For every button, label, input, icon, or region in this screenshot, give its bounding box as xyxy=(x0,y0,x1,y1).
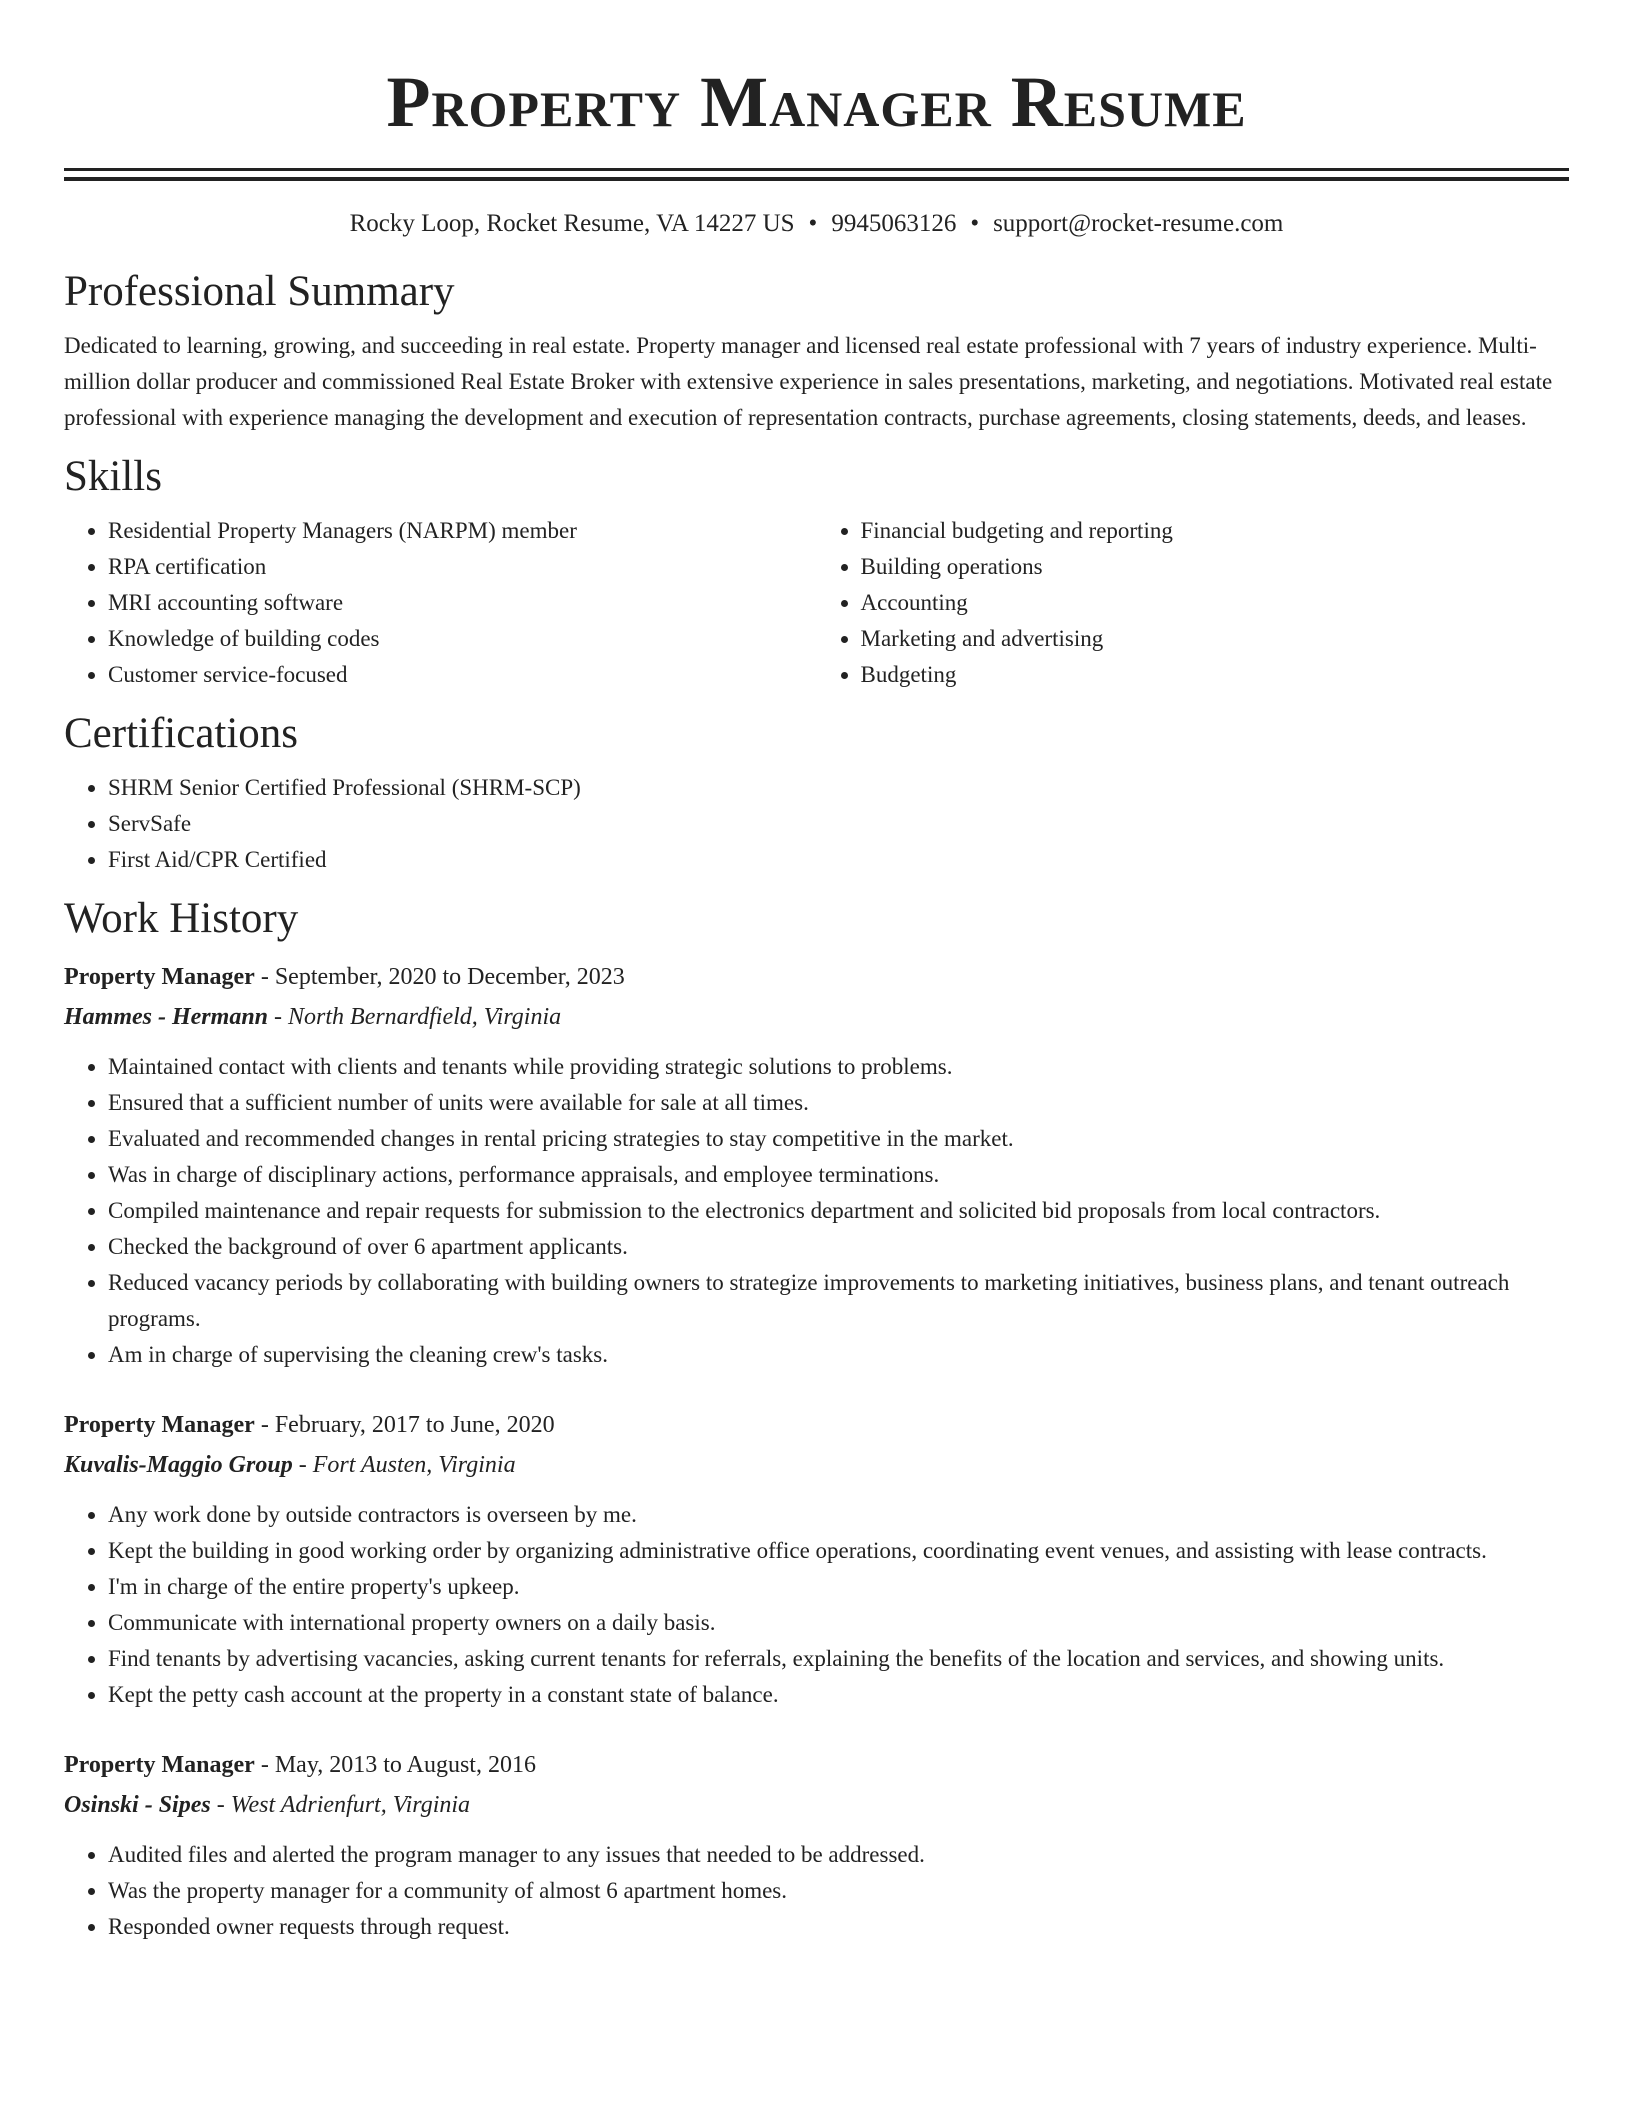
job-location: North Bernardfield, Virginia xyxy=(288,1004,562,1030)
certifications-heading: Certifications xyxy=(64,710,299,757)
job-bullet: • Maintained contact with clients and tenants while providing strategic solutions to problems. xyxy=(108,1049,1569,1085)
skill-item: • MRI accounting software xyxy=(108,585,817,621)
job-bullet: • Checked the background of over 6 apartment applicants. xyxy=(108,1229,1569,1265)
skills-column-right xyxy=(817,513,1570,693)
skill-item: • Residential Property Managers (NARPM) member xyxy=(108,513,817,549)
job-bullet: • Compiled maintenance and repair requests for submission to the electronics department and solicited bid proposals from local contractors. xyxy=(108,1193,1569,1229)
job-company-line: Kuvalis-Maggio Group - Fort Austen, Virginia xyxy=(64,1452,516,1478)
skills-list xyxy=(64,513,1569,693)
contact-line xyxy=(64,209,1569,239)
resume-page xyxy=(64,0,1569,1945)
job-company: Osinski - Sipes xyxy=(64,1792,211,1818)
job-bullet: • Kept the building in good working order by organizing administrative office operations, coordinating event venues, and assisting with lease contracts. xyxy=(108,1533,1569,1569)
certification-item: • First Aid/CPR Certified xyxy=(108,842,1569,878)
job-bullet: • Was in charge of disciplinary actions, performance appraisals, and employee terminations. xyxy=(108,1157,1569,1193)
certification-item: • ServSafe xyxy=(108,806,1569,842)
job-company: Kuvalis-Maggio Group xyxy=(64,1452,293,1478)
job-title-line: Property Manager - September, 2020 to December, 2023 xyxy=(64,964,625,990)
skill-item: • Financial budgeting and reporting xyxy=(861,513,1570,549)
job-bullet: • Was the property manager for a community of almost 6 apartment homes. xyxy=(108,1873,1569,1909)
certifications-list xyxy=(64,770,1569,878)
job-bullet: • Am in charge of supervising the cleaning crew's tasks. xyxy=(108,1337,1569,1373)
contact-phone: 9945063126 xyxy=(831,210,957,237)
contact-email: support@rocket-resume.com xyxy=(993,210,1284,237)
job-bullet: • Any work done by outside contractors is overseen by me. xyxy=(108,1497,1569,1533)
job-bullet: • Responded owner requests through request. xyxy=(108,1909,1569,1945)
job-bullet: • Reduced vacancy periods by collaborating with building owners to strategize improvements to marketing initiatives, business plans, and tenant outreach programs. xyxy=(108,1265,1569,1337)
job-company-line: Hammes - Hermann - North Bernardfield, Virginia xyxy=(64,1004,562,1030)
job-entry xyxy=(64,957,1569,1373)
job-role: Property Manager xyxy=(64,964,255,990)
summary-heading: Professional Summary xyxy=(64,268,455,315)
job-role: Property Manager xyxy=(64,1412,255,1438)
skill-item: • RPA certification xyxy=(108,549,817,585)
job-bullet: • Kept the petty cash account at the property in a constant state of balance. xyxy=(108,1677,1569,1713)
job-bullets xyxy=(64,1837,1569,1945)
skill-item: • Building operations xyxy=(861,549,1570,585)
job-dates: May, 2013 to August, 2016 xyxy=(274,1752,536,1778)
job-title-line: Property Manager - February, 2017 to June, 2020 xyxy=(64,1412,555,1438)
skill-item: • Marketing and advertising xyxy=(861,621,1570,657)
job-bullets xyxy=(64,1049,1569,1373)
skill-item: • Customer service-focused xyxy=(108,657,817,693)
summary-text: Dedicated to learning, growing, and succeeding in real estate. Property manager and licensed real estate professional with 7 years of industry experience. Multi-million dollar producer and commissioned Real Estate Broker with extensive experience in sales presentations, marketing, and negotiations. Motivated real estate professional with experience managing the development and execution of representation contracts, purchase agreements, closing statements, deeds, and leases. xyxy=(64,333,1553,430)
job-title-line: Property Manager - May, 2013 to August, 2016 xyxy=(64,1752,536,1778)
job-bullet: • Evaluated and recommended changes in rental pricing strategies to stay competitive in the market. xyxy=(108,1121,1569,1157)
title-rule-top xyxy=(64,168,1569,171)
job-bullets xyxy=(64,1497,1569,1713)
skill-item: • Budgeting xyxy=(861,657,1570,693)
contact-separator: • xyxy=(808,210,818,237)
job-entry xyxy=(64,1745,1569,1945)
job-bullet: • Audited files and alerted the program manager to any issues that needed to be addressed. xyxy=(108,1837,1569,1873)
job-location: Fort Austen, Virginia xyxy=(312,1452,516,1478)
job-company-line: Osinski - Sipes - West Adrienfurt, Virginia xyxy=(64,1792,471,1818)
contact-separator: • xyxy=(970,210,980,237)
job-bullet: • Ensured that a sufficient number of units were available for sale at all times. xyxy=(108,1085,1569,1121)
work-history-heading: Work History xyxy=(64,895,299,942)
page-title: Property Manager Resume xyxy=(386,62,1247,142)
skill-item: • Accounting xyxy=(861,585,1570,621)
skills-heading: Skills xyxy=(64,453,162,500)
skills-column-left xyxy=(64,513,817,693)
job-company: Hammes - Hermann xyxy=(64,1004,269,1030)
certification-item: • SHRM Senior Certified Professional (SHRM-SCP) xyxy=(108,770,1569,806)
skill-item: • Knowledge of building codes xyxy=(108,621,817,657)
job-bullet: • I'm in charge of the entire property's upkeep. xyxy=(108,1569,1569,1605)
job-location: West Adrienfurt, Virginia xyxy=(230,1792,471,1818)
job-entry xyxy=(64,1405,1569,1713)
job-role: Property Manager xyxy=(64,1752,255,1778)
job-bullet: • Communicate with international property owners on a daily basis. xyxy=(108,1605,1569,1641)
title-rule-bottom xyxy=(64,177,1569,181)
job-bullet: • Find tenants by advertising vacancies, asking current tenants for referrals, explaining the benefits of the location and services, and showing units. xyxy=(108,1641,1569,1677)
job-dates: September, 2020 to December, 2023 xyxy=(274,964,625,990)
job-dates: February, 2017 to June, 2020 xyxy=(274,1412,555,1438)
contact-address: Rocky Loop, Rocket Resume, VA 14227 US xyxy=(349,210,795,237)
